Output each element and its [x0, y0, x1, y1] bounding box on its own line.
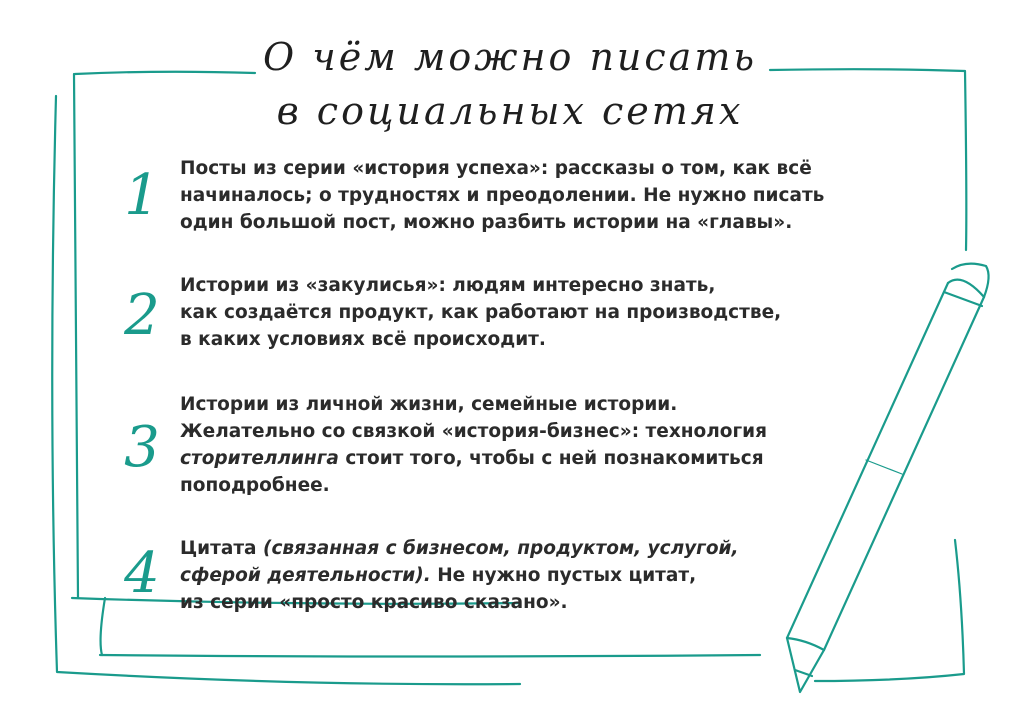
page-title-line-1: О чём можно писать: [262, 35, 758, 79]
item-3-line-3: [180, 445, 860, 472]
item-3-line-1: Истории из личной жизни, семейные истории.: [180, 394, 678, 415]
item-3-line-4: поподробнее.: [180, 475, 330, 496]
list-item-1: [180, 155, 860, 236]
item-3-italic-word: сторителлинга: [180, 448, 339, 469]
item-number-4: 4: [124, 541, 160, 606]
item-4-line-3: из серии «просто красиво сказано».: [180, 592, 568, 613]
item-4-line-1-plain: Цитата: [180, 538, 263, 559]
list-item-4: [180, 535, 860, 616]
item-2-line-1: Истории из «закулисья»: людям интересно знать,: [180, 275, 716, 296]
item-number-3: 3: [124, 415, 160, 480]
list-item-2: [180, 272, 860, 353]
item-4-line-2-rest: Не нужно пустых цитат,: [430, 565, 697, 586]
item-1-line-3: один большой пост, можно разбить истории на «главы».: [180, 212, 793, 233]
item-4-line-1-italic: (связанная с бизнесом, продуктом, услугой,: [262, 538, 739, 559]
item-1-line-2: начиналось; о трудностях и преодолении. Не нужно писать: [180, 185, 825, 206]
item-number-2: 2: [124, 283, 160, 348]
item-2-line-2: как создаётся продукт, как работают на производстве,: [180, 302, 782, 323]
item-2-line-3: в каких условиях всё происходит.: [180, 329, 546, 350]
item-3-line-3-rest: стоит того, чтобы с ней познакомиться: [338, 448, 764, 469]
item-1-line-1: Посты из серии «история успеха»: рассказы о том, как всё: [180, 158, 812, 179]
item-4-line-1: [180, 535, 860, 562]
item-3-line-2: Желательно со связкой «история-бизнес»: технология: [180, 421, 768, 442]
item-4-line-2-italic: сферой деятельности).: [180, 565, 431, 586]
page-title-line-2: в социальных сетях: [276, 89, 744, 133]
item-4-line-2: [180, 562, 860, 589]
item-number-1: 1: [124, 163, 160, 228]
list-item-3: [180, 391, 860, 499]
